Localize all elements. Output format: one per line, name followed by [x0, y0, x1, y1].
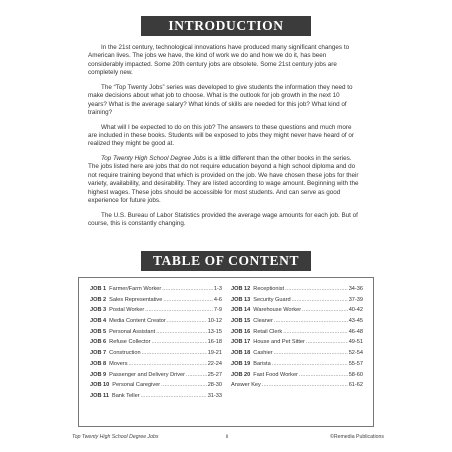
- toc-page-range: 28-30: [207, 382, 222, 389]
- toc-job-number: JOB 19: [231, 360, 251, 367]
- toc-page-range: 4-6: [213, 296, 222, 303]
- toc-job-title: Bank Teller: [111, 392, 140, 399]
- toc-job-title: Movers: [109, 360, 128, 367]
- toc-page-range: 16-18: [207, 339, 222, 346]
- toc-leader-dots: [306, 337, 348, 348]
- intro-paragraph-1: In the 21st century, technological innovations have produced many significant changes to American lives. The jobs we have, the kind of work we do and how we do it, has been considerably impacted. Some 20th century jobs are obsolete. Some 21st century jobs are completely new.: [88, 44, 350, 77]
- toc-entry[interactable]: [90, 295, 222, 306]
- toc-job-number: JOB 16: [231, 328, 251, 335]
- footer-page-number: ii: [226, 434, 229, 440]
- toc-page-range: 49-51: [348, 339, 363, 346]
- toc-leader-dots: [186, 370, 207, 381]
- toc-job-number: JOB 4: [90, 318, 107, 325]
- toc-entry[interactable]: [231, 316, 363, 327]
- toc-leader-dots: [161, 380, 207, 391]
- toc-entry[interactable]: [231, 337, 363, 348]
- toc-leader-dots: [274, 316, 348, 327]
- toc-job-title: Passenger and Delivery Driver: [109, 371, 186, 378]
- toc-entry[interactable]: [231, 327, 363, 338]
- toc-page-range: 25-27: [207, 371, 222, 378]
- toc-entry[interactable]: [90, 284, 222, 295]
- toc-job-number: JOB 15: [231, 318, 251, 325]
- toc-entry[interactable]: [90, 359, 222, 370]
- toc-page-range: 37-39: [348, 296, 363, 303]
- toc-job-title: Fast Food Worker: [253, 371, 298, 378]
- footer-book-title: Top Twenty High School Degree Jobs: [72, 434, 159, 440]
- table-of-content-box: [78, 277, 374, 427]
- toc-job-title: Cashier: [253, 350, 273, 357]
- toc-leader-dots: [142, 348, 207, 359]
- toc-entry[interactable]: [231, 284, 363, 295]
- toc-job-number: JOB 13: [231, 296, 251, 303]
- toc-leader-dots: [274, 348, 348, 359]
- toc-job-title: Barista: [253, 360, 271, 367]
- toc-job-number: JOB 8: [90, 360, 107, 367]
- toc-job-number: JOB 9: [90, 371, 107, 378]
- toc-page-range: 19-21: [207, 350, 222, 357]
- toc-leader-dots: [152, 337, 207, 348]
- introduction-body: [88, 44, 360, 235]
- toc-entry[interactable]: [90, 391, 222, 402]
- toc-page-range: 58-60: [348, 371, 363, 378]
- toc-entry[interactable]: [231, 295, 363, 306]
- toc-job-number: JOB 20: [231, 371, 251, 378]
- toc-job-title: Farmer/Farm Worker: [109, 286, 162, 292]
- toc-job-number: JOB 17: [231, 339, 251, 346]
- toc-leader-dots: [156, 327, 206, 338]
- toc-job-title: Construction: [109, 350, 141, 357]
- toc-leader-dots: [167, 316, 207, 327]
- toc-page-range: 43-45: [348, 318, 363, 325]
- toc-leader-dots: [272, 359, 348, 370]
- intro-paragraph-3: What will I be expected to do on this job? The answers to these questions and much more are included in these books. Students will be exposed to jobs they might never have heard of or realized they might be good at.: [88, 123, 355, 148]
- toc-job-title: Answer Key: [231, 382, 261, 389]
- toc-page-range: 10-12: [207, 318, 222, 325]
- introduction-heading: INTRODUCTION: [141, 16, 311, 36]
- toc-job-number: JOB 3: [90, 307, 107, 314]
- toc-entry[interactable]: [231, 359, 363, 370]
- toc-entry[interactable]: [90, 327, 222, 338]
- toc-job-number: JOB 10: [90, 382, 110, 389]
- toc-entry[interactable]: [231, 348, 363, 359]
- toc-leader-dots: [283, 327, 347, 338]
- footer-publisher: ©Remedia Publications: [330, 434, 384, 440]
- toc-entry[interactable]: [231, 305, 363, 316]
- toc-job-number: JOB 6: [90, 339, 107, 346]
- toc-entry[interactable]: [90, 380, 222, 391]
- toc-job-title: Personal Caregiver: [112, 382, 161, 389]
- toc-entry[interactable]: [231, 370, 363, 381]
- toc-leader-dots: [262, 380, 348, 391]
- toc-entry[interactable]: [231, 380, 363, 391]
- toc-job-title: Retail Clerk: [253, 328, 283, 335]
- toc-leader-dots: [292, 295, 348, 306]
- toc-job-title: House and Pet Sitter: [253, 339, 305, 346]
- toc-leader-dots: [163, 295, 213, 306]
- toc-page-range: 1-3: [213, 286, 222, 292]
- toc-page-range: 7-9: [213, 307, 222, 314]
- toc-leader-dots: [162, 284, 213, 295]
- toc-page-range: 13-15: [207, 328, 222, 335]
- toc-left-column: [90, 284, 222, 402]
- toc-page-range: 55-57: [348, 360, 363, 367]
- toc-page-range: 46-48: [348, 328, 363, 335]
- toc-page-range: 34-36: [348, 286, 363, 292]
- intro-paragraph-4-text: is a little different than the other books in the series. The jobs listed here are jobs that do not require education beyond a high school diploma and do not require training beyond that which is provided on the job. We have chosen these jobs for their variety, availability, and desirability. They are listed according to wage amount. Beginning with the highest wages. These jobs should be accessible for most students. And can serve as good experience for future jobs.: [88, 155, 359, 205]
- toc-job-number: JOB 7: [90, 350, 107, 357]
- toc-job-title: Receptionist: [253, 286, 285, 292]
- toc-job-title: Cleaner: [253, 318, 273, 325]
- toc-job-title: Security Guard: [253, 296, 291, 303]
- toc-leader-dots: [302, 305, 348, 316]
- toc-page-range: 52-54: [348, 350, 363, 357]
- toc-page-range: 22-24: [207, 360, 222, 367]
- book-title-italic: Top Twenty High School Degree Jobs: [101, 155, 207, 163]
- toc-leader-dots: [299, 370, 348, 381]
- page-footer: [72, 434, 384, 442]
- intro-paragraph-2: The “Top Twenty Jobs” series was developed to give students the information they need to make decisions about what job to choose. What is the outlook for job growth in the next 10 years? What is the average salary? What kinds of skills are needed for this job? What kind of training?: [88, 83, 353, 117]
- toc-job-title: Refuse Collector: [109, 339, 151, 346]
- intro-paragraph-4: [88, 155, 360, 205]
- toc-job-title: Media Content Creator: [109, 318, 166, 325]
- toc-job-title: Sales Representative: [109, 296, 163, 303]
- toc-job-title: Warehouse Worker: [253, 307, 302, 314]
- toc-page-range: 31-33: [207, 392, 222, 399]
- toc-job-number: JOB 1: [90, 286, 107, 292]
- toc-leader-dots: [129, 359, 207, 370]
- toc-job-number: JOB 5: [90, 328, 107, 335]
- toc-job-title: Personal Assistant: [109, 328, 156, 335]
- toc-job-title: Postal Worker: [109, 307, 145, 314]
- toc-job-number: JOB 12: [231, 286, 251, 292]
- table-of-content-heading: TABLE OF CONTENT: [141, 251, 311, 271]
- toc-leader-dots: [141, 391, 207, 402]
- toc-job-number: JOB 2: [90, 296, 107, 303]
- intro-paragraph-5: The U.S. Bureau of Labor Statistics provided the average wage amounts for each job. But of course, this is constantly changing.: [88, 211, 358, 228]
- toc-leader-dots: [285, 284, 348, 295]
- toc-job-number: JOB 18: [231, 350, 251, 357]
- toc-entry[interactable]: [90, 370, 222, 381]
- toc-job-number: JOB 14: [231, 307, 251, 314]
- toc-page-range: 61-62: [348, 382, 363, 389]
- toc-entry[interactable]: [90, 348, 222, 359]
- toc-job-number: JOB 11: [90, 392, 109, 399]
- toc-entry[interactable]: [90, 316, 222, 327]
- toc-entry[interactable]: [90, 337, 222, 348]
- toc-page-range: 40-42: [348, 307, 363, 314]
- toc-entry[interactable]: [90, 305, 222, 316]
- toc-leader-dots: [145, 305, 213, 316]
- toc-right-column: [231, 284, 363, 391]
